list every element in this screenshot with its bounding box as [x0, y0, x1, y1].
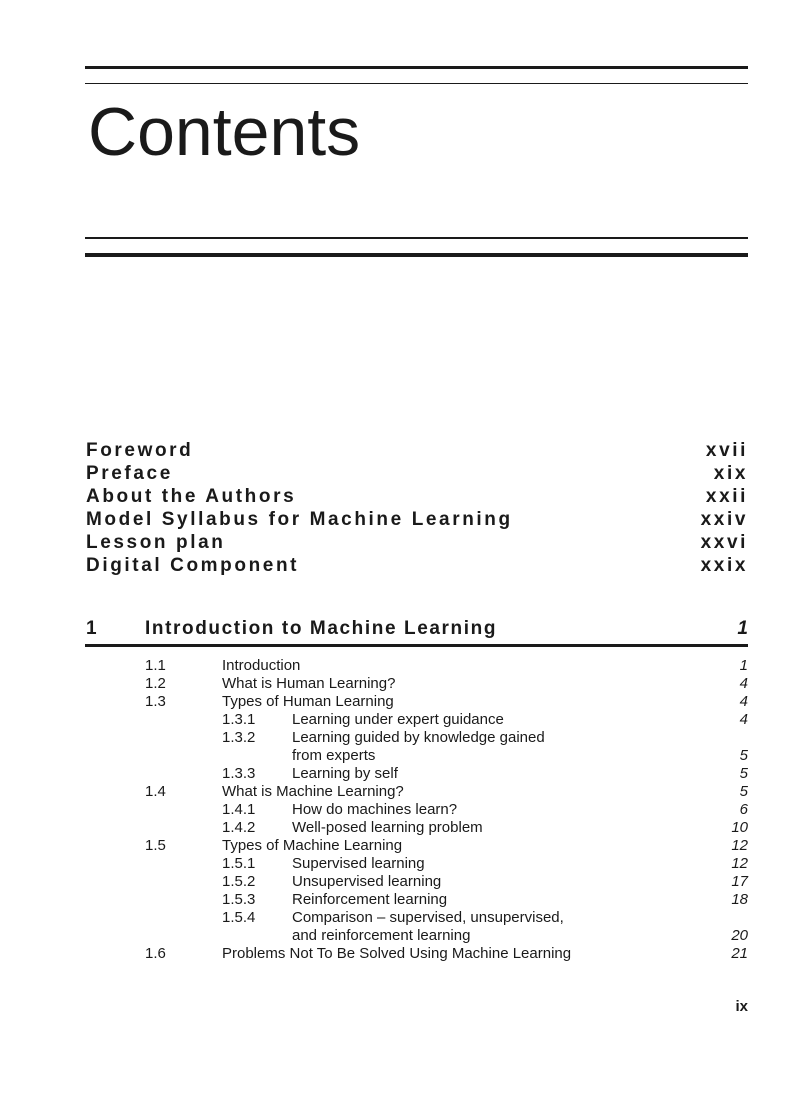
subsection-title[interactable]: Reinforcement learning [292, 891, 448, 908]
section-page: 6 [739, 801, 748, 818]
toc-entry-preface[interactable] [86, 462, 748, 485]
toc-entry-model-syllabus[interactable] [86, 508, 748, 531]
toc-entry-digital-component[interactable] [86, 554, 748, 577]
chapter-rule [85, 644, 748, 647]
top-rule-thick [85, 66, 748, 69]
section-title[interactable]: What is Human Learning? [222, 675, 396, 692]
section-number: 1.2 [145, 675, 166, 692]
section-page: 17 [731, 873, 748, 890]
section-page: 4 [739, 693, 748, 710]
subsection-number: 1.5.2 [222, 873, 256, 890]
subsection-title-continued[interactable]: and reinforcement learning [292, 927, 471, 944]
section-page: 12 [731, 837, 748, 854]
section-page: 18 [731, 891, 748, 908]
section-number: 1.1 [145, 657, 166, 674]
subsection-number: 1.5.4 [222, 909, 256, 926]
toc-entry-page: xxvi [700, 532, 748, 553]
section-page: 4 [739, 711, 748, 728]
toc-entry-foreword[interactable] [86, 439, 748, 462]
toc-entry-page: xxix [700, 555, 748, 576]
section-number: 1.4 [145, 783, 166, 800]
section-number: 1.6 [145, 945, 166, 962]
toc-entry-title: About the Authors [86, 486, 297, 507]
subsection-title[interactable]: Learning by self [292, 765, 398, 782]
subsection-title[interactable]: How do machines learn? [292, 801, 458, 818]
subsection-number: 1.5.1 [222, 855, 256, 872]
page-number: ix [735, 998, 748, 1015]
section-page: 5 [739, 765, 748, 782]
page-title: Contents [88, 94, 361, 170]
toc-entry-page: xxiv [700, 509, 748, 530]
subsection-title[interactable]: Comparison – supervised, unsupervised, [292, 909, 564, 926]
subsection-title[interactable]: Unsupervised learning [292, 873, 442, 890]
subsection-number: 1.4.2 [222, 819, 256, 836]
subsection-number: 1.3.1 [222, 711, 256, 728]
title-rule-thick [85, 253, 748, 257]
toc-entry-title: Digital Component [86, 555, 300, 576]
section-page: 20 [731, 927, 748, 944]
section-page: 21 [731, 945, 748, 962]
subsection-title[interactable]: Supervised learning [292, 855, 425, 872]
top-rule-thin [85, 83, 748, 84]
toc-entry-title: Preface [86, 463, 173, 484]
section-page: 10 [731, 819, 748, 836]
section-page: 4 [739, 675, 748, 692]
subsection-number: 1.3.2 [222, 729, 256, 746]
toc-entry-title: Lesson plan [86, 532, 226, 553]
subsection-title[interactable]: Learning under expert guidance [292, 711, 504, 728]
section-page: 5 [739, 783, 748, 800]
subsection-title[interactable]: Learning guided by knowledge gained [292, 729, 545, 746]
section-page: 5 [739, 747, 748, 764]
section-title[interactable]: Problems Not To Be Solved Using Machine Learning [222, 945, 572, 962]
section-page: 12 [731, 855, 748, 872]
toc-entry-title: Model Syllabus for Machine Learning [86, 509, 513, 530]
section-title[interactable]: Types of Machine Learning [222, 837, 403, 854]
section-page: 1 [739, 657, 748, 674]
chapter-title[interactable]: Introduction to Machine Learning [145, 618, 498, 639]
toc-entry-page: xxii [705, 486, 748, 507]
toc-entry-page: xix [713, 463, 748, 484]
subsection-number: 1.3.3 [222, 765, 256, 782]
chapter-page: 1 [737, 618, 748, 639]
subsection-title-continued[interactable]: from experts [292, 747, 376, 764]
toc-entry-lesson-plan[interactable] [86, 531, 748, 554]
subsection-title[interactable]: Well-posed learning problem [292, 819, 483, 836]
toc-entry-page: xvii [705, 440, 748, 461]
section-number: 1.3 [145, 693, 166, 710]
section-number: 1.5 [145, 837, 166, 854]
toc-entry-title: Foreword [86, 440, 194, 461]
subsection-number: 1.5.3 [222, 891, 256, 908]
subsection-number: 1.4.1 [222, 801, 256, 818]
section-title[interactable]: What is Machine Learning? [222, 783, 404, 800]
section-title[interactable]: Types of Human Learning [222, 693, 394, 710]
section-title[interactable]: Introduction [222, 657, 301, 674]
toc-entry-about-authors[interactable] [86, 485, 748, 508]
chapter-number: 1 [86, 618, 97, 639]
title-rule-thin [85, 237, 748, 239]
